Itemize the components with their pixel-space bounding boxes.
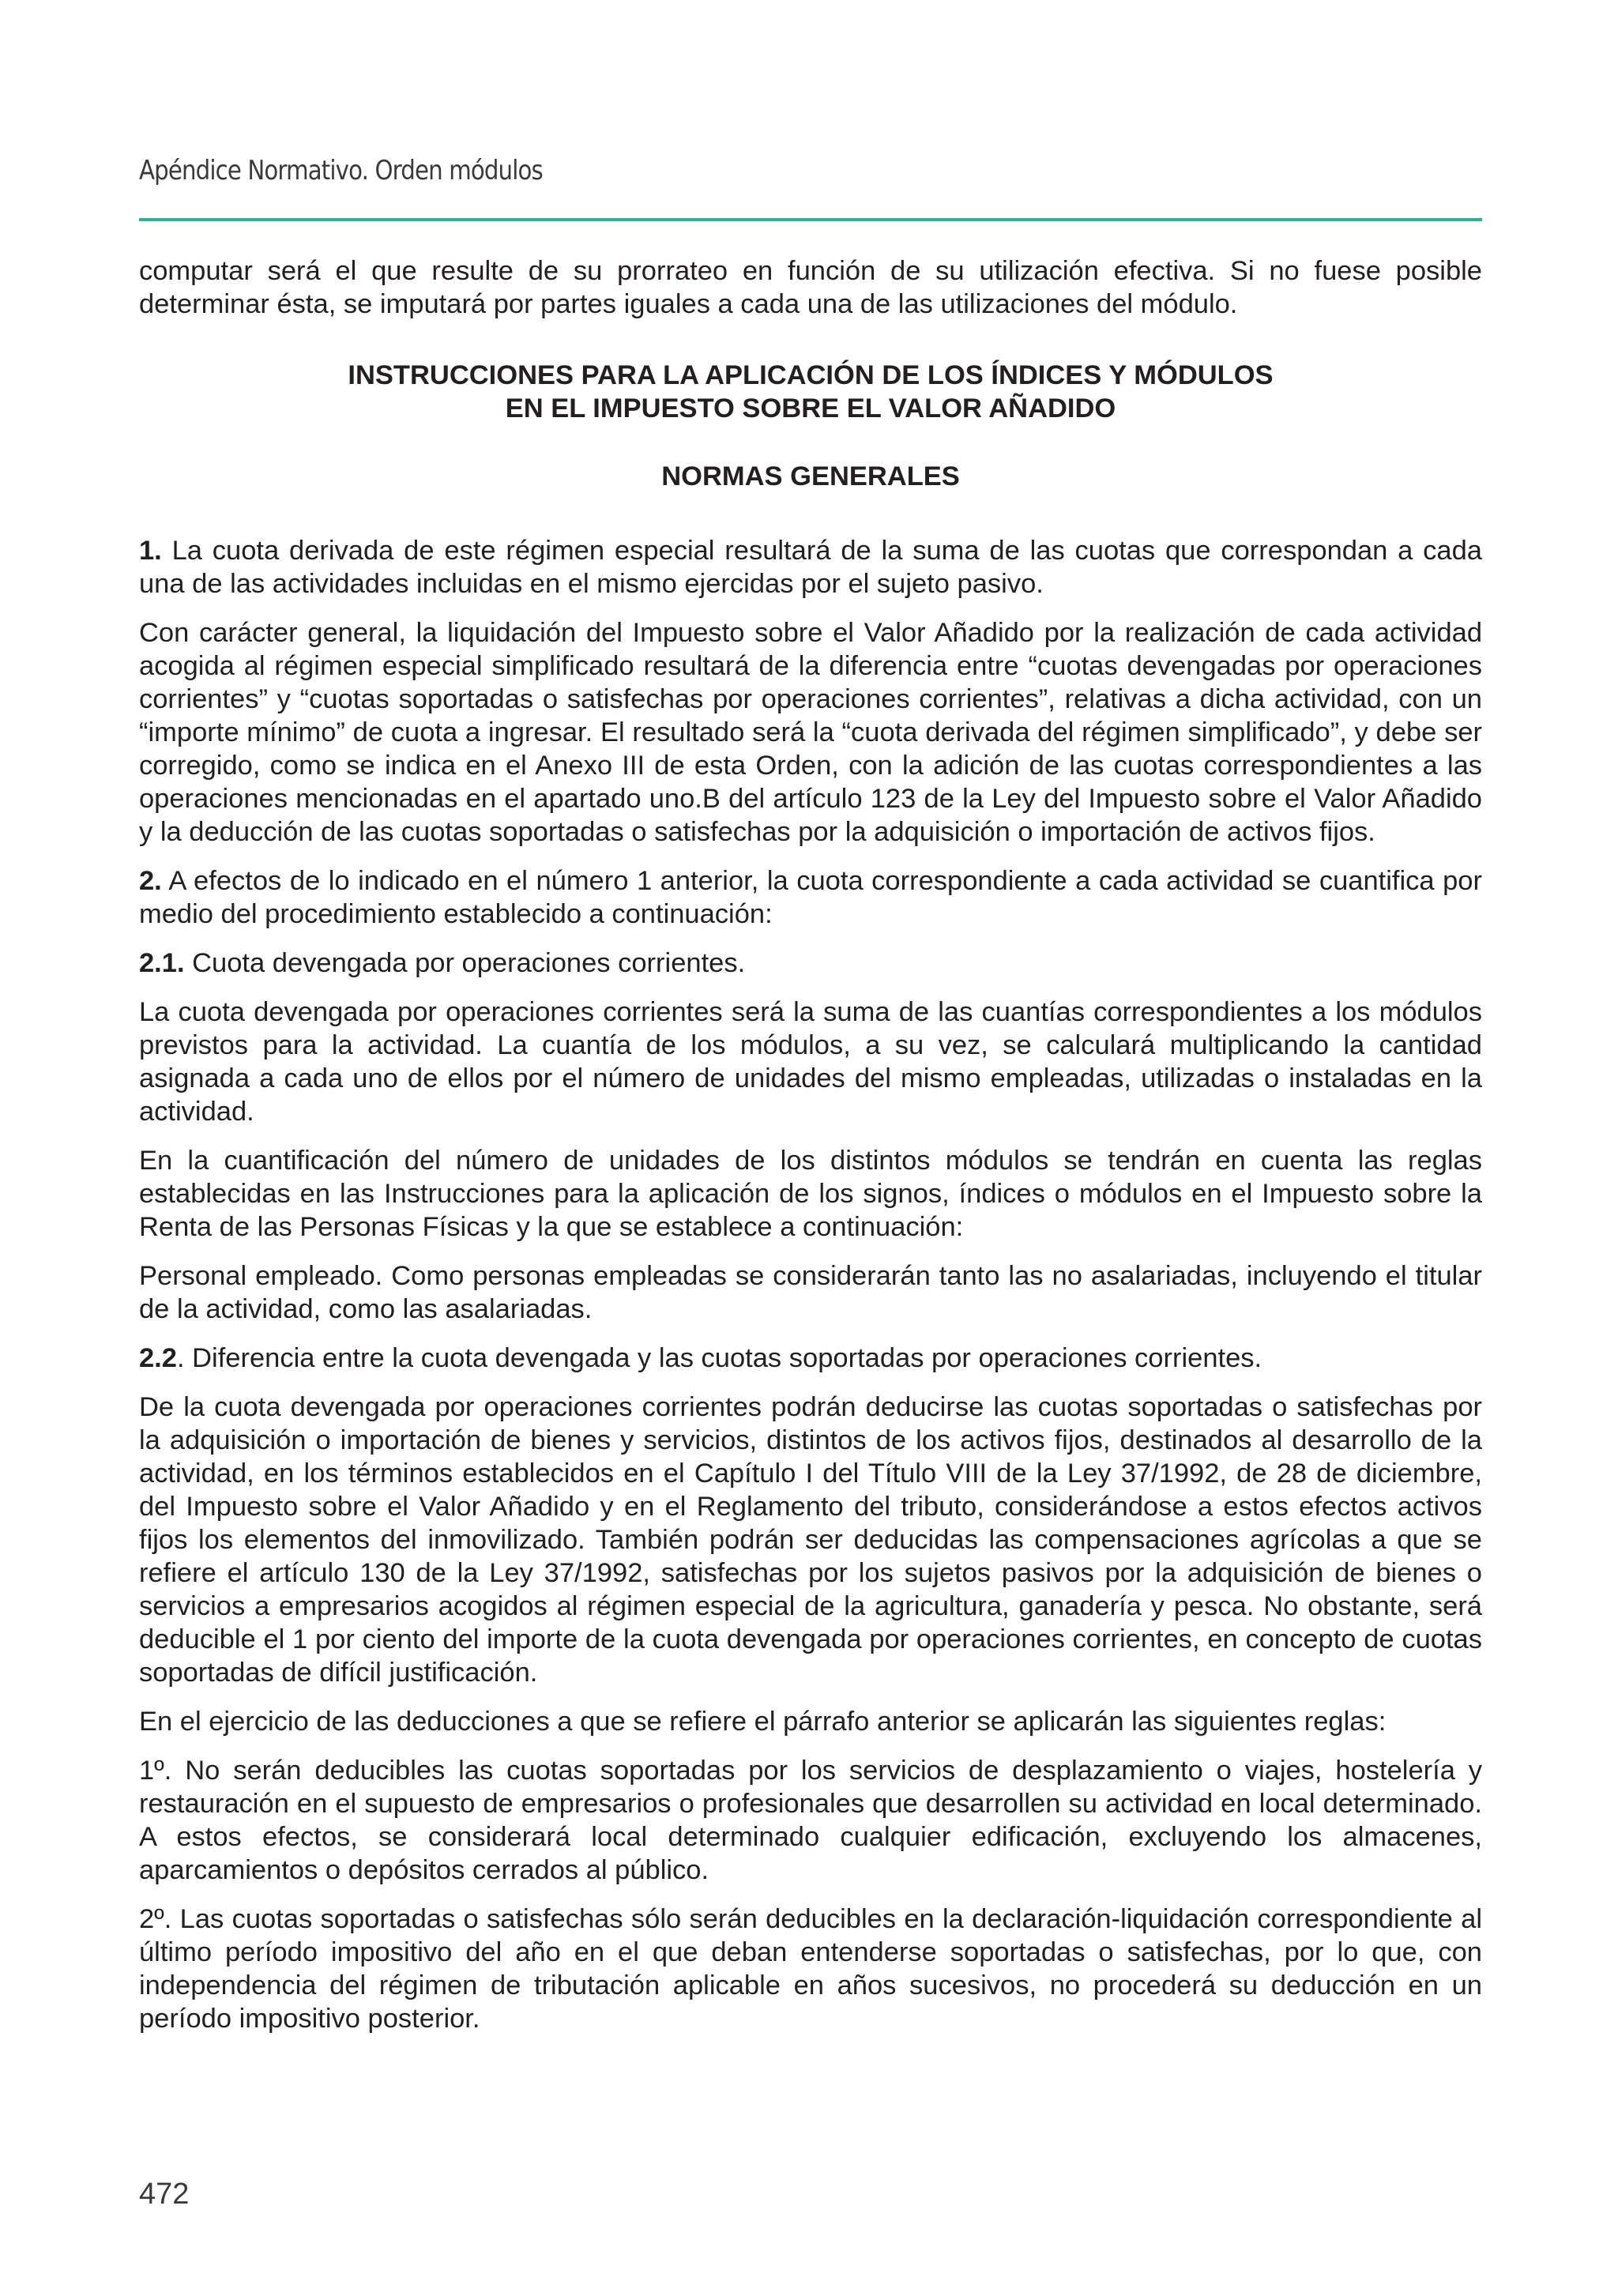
document-body [139,254,1482,2051]
paragraph [139,1144,1482,1244]
paragraph [139,864,1482,931]
paragraph-text: . Diferencia entre la cuota devengada y las cuotas soportadas por operaciones corrientes. [176,1343,1262,1373]
paragraph [139,1705,1482,1738]
paragraph [139,534,1482,600]
paragraph [139,1903,1482,2035]
subsection-heading: NORMAS GENERALES [661,461,960,491]
paragraph [139,1342,1482,1375]
paragraph [139,616,1482,849]
paragraph-text: En la cuantificación del número de unidades de los distintos módulos se tendrán en cuenta las reglas establecidas en las Instrucciones para la aplicación de los signos, índices o módulos en el Impuesto sobre la Renta de las Personas Físicas y la que se establece a continuación: [139,1146,1482,1242]
paragraph-text: Personal empleado. Como personas empleadas se considerarán tanto las no asalariadas, incluyendo el titular de la actividad, como las asalariadas. [139,1261,1482,1324]
intro-paragraph: computar será el que resulte de su prorrateo en función de su utilización efectiva. Si no fuese posible determinar ésta, se imputará por partes iguales a cada una de las utilizaciones del módulo. [139,256,1482,319]
paragraph-number: 2. [139,866,162,896]
paragraph-text: A efectos de lo indicado en el número 1 anterior, la cuota correspondiente a cada actividad se cuantifica por medio del procedimiento establecido a continuación: [139,866,1482,929]
paragraph-text: 1º. No serán deducibles las cuotas soportadas por los servicios de desplazamiento o viajes, hostelería y restauración en el supuesto de empresarios o profesionales que desarrollen su actividad en local determinado. A estos efectos, se considerará local determinado cualquier edificación, excluyendo los almacenes, aparcamientos o depósitos cerrados al público. [139,1756,1482,1885]
paragraph [139,947,1482,980]
paragraph-text: La cuota derivada de este régimen especial resultará de la suma de las cuotas que correspondan a cada una de las actividades incluidas en el mismo ejercidas por el sujeto pasivo. [139,536,1482,599]
header-divider-line [139,218,1482,221]
paragraph-number: 2.1. [139,948,185,978]
paragraph [139,1391,1482,1689]
paragraph-text: La cuota devengada por operaciones corrientes será la suma de las cuantías correspondientes a los módulos previstos para la actividad. La cuantía de los módulos, a su vez, se calculará multiplicando la cantidad asignada a cada uno de ellos por el número de unidades del mismo empleadas, utilizadas o instaladas en la actividad. [139,997,1482,1127]
paragraph-text: Cuota devengada por operaciones corrientes. [184,948,746,978]
paragraph-number: 2.2 [139,1343,177,1373]
paragraph [139,1754,1482,1887]
section-heading-line-1: INSTRUCCIONES PARA LA APLICACIÓN DE LOS ÍNDICES Y MÓDULOS [348,360,1274,390]
running-header-title: Apéndice Normativo. Orden módulos [139,155,543,186]
paragraph-text: Con carácter general, la liquidación del Impuesto sobre el Valor Añadido por la realización de cada actividad acogida al régimen especial simplificado resultará de la diferencia entre “cuotas devengadas por operaciones corrientes” y “cuotas soportadas o satisfechas por operaciones corrientes”, relativas a dicha actividad, con un “importe mínimo” de cuota a ingresar. El resultado será la “cuota derivada del régimen simplificado”, y debe ser corregido, como se indica en el Anexo III de esta Orden, con la adición de las cuotas correspondientes a las operaciones mencionadas en el apartado uno.B del artículo 123 de la Ley del Impuesto sobre el Valor Añadido y la deducción de las cuotas soportadas o satisfechas por la adquisición o importación de activos fijos. [139,618,1482,847]
paragraph [139,996,1482,1128]
paragraph-number: 1. [139,536,162,566]
paragraph [139,1259,1482,1326]
paragraph-text: De la cuota devengada por operaciones corrientes podrán deducirse las cuotas soportadas o satisfechas por la adquisición o importación de bienes y servicios, distintos de los activos fijos, destinados al desarrollo de la actividad, en los términos establecidos en el Capítulo I del Título VIII de la Ley 37/1992, de 28 de diciembre, del Impuesto sobre el Valor Añadido y en el Reglamento del tributo, considerándose a estos efectos activos fijos los elementos del inmovilizado. También podrán ser deducidas las compensaciones agrícolas a que se refiere el artículo 130 de la Ley 37/1992, satisfechas por los sujetos pasivos por la adquisición de bienes o servicios a empresarios acogidos al régimen especial de la agricultura, ganadería y pesca. No obstante, será deducible el 1 por ciento del importe de la cuota devengada por operaciones corrientes, en concepto de cuotas soportadas de difícil justificación. [139,1392,1482,1688]
page-number: 472 [139,2177,190,2211]
section-heading-line-2: EN EL IMPUESTO SOBRE EL VALOR AÑADIDO [505,393,1116,423]
paragraph-text: En el ejercicio de las deducciones a que se refiere el párrafo anterior se aplicarán las siguientes reglas: [139,1707,1387,1737]
paragraph-text: 2º. Las cuotas soportadas o satisfechas sólo serán deducibles en la declaración-liquidación correspondiente al último período impositivo del año en el que deban entenderse soportadas o satisfechas, por lo que, con independencia del régimen de tributación aplicable en años sucesivos, no procederá su deducción en un período impositivo posterior. [139,1904,1482,2034]
section-heading [139,359,1482,425]
paragraph-list [139,534,1482,2035]
